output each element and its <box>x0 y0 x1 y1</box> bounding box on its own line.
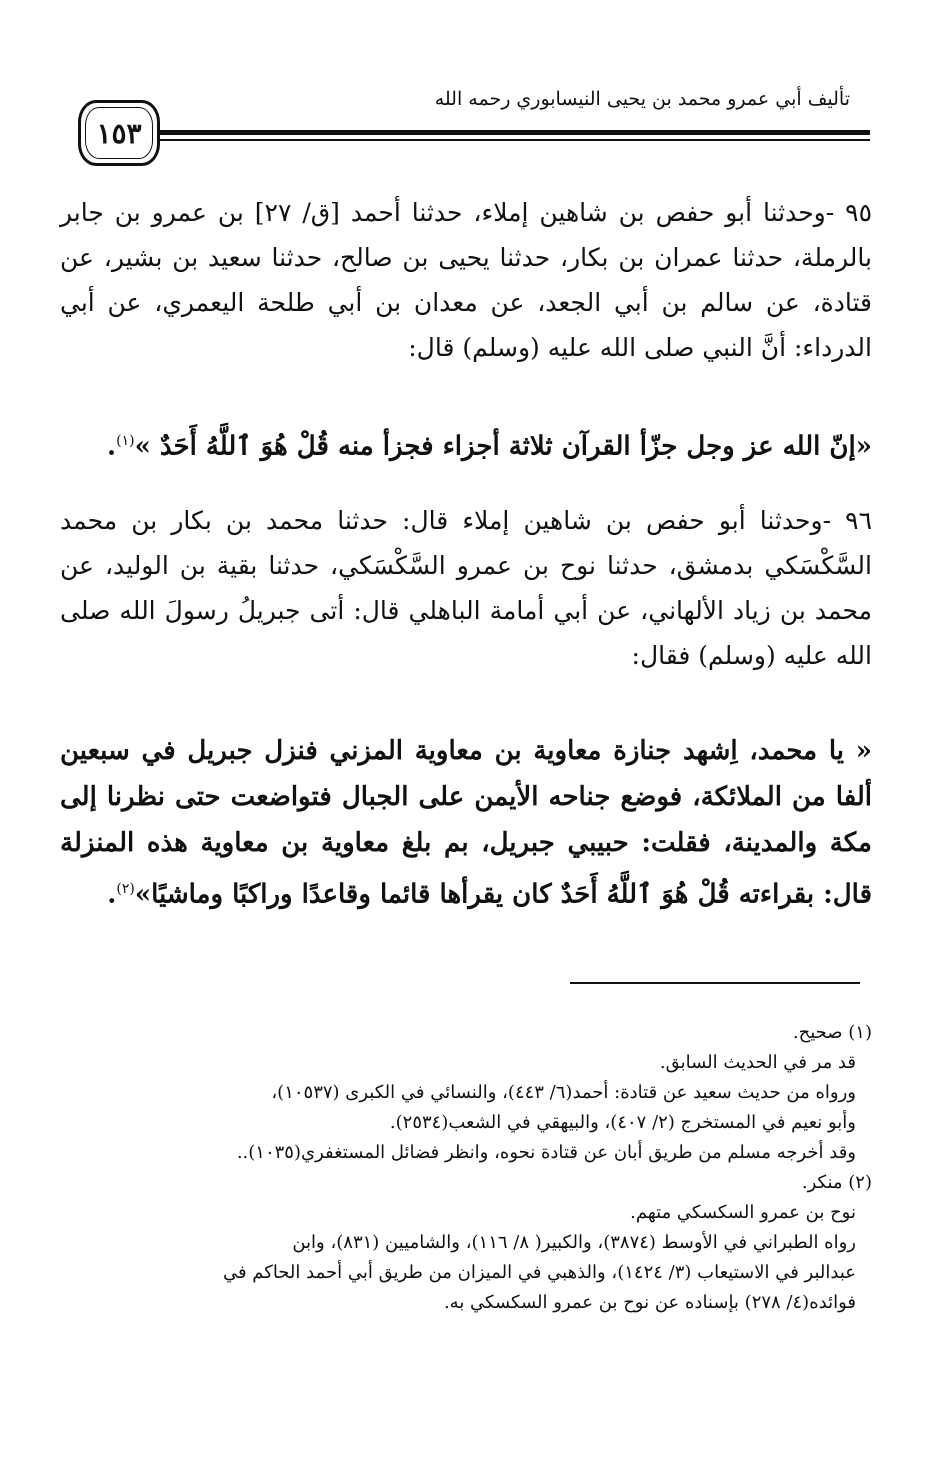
footnote-line: وقد أخرجه مسلم من طريق أبان عن قتادة نحوه، وانظر فضائل المستغفري(١٠٣٥).. <box>236 1142 856 1163</box>
hadith-96-matn: « يا محمد، اِشهد جنازة معاوية بن معاوية المزني فنزل جبريل في سبعين ألفا من الملائكة، فوضع جناحه الأيمن على الجبال فتواضعت حتى نظرنا إلى مكة والمدينة، فقلت: حبيبي جبريل، بم بلغ معاوية بن معاوية هذه المنزلة قال: بقراءته قُلْ هُوَ ٱللَّهُ أَحَدٌ كان يقرأها قائما وقاعدًا وراكبًا وماشيًا»$^{(٢)}$. <box>60 736 872 910</box>
header-rule-thin <box>152 139 870 141</box>
hadith-96-isnad: ٩٦ -وحدثنا أبو حفص بن شاهين إملاء قال: حدثنا محمد بن بكار بن محمد السَّكْسَكي بدمشق، حدثنا نوح بن عمرو السَّكْسَكي، حدثنا بقية بن الوليد، عن محمد بن زياد الألهاني، عن أبي أمامة الباهلي قال: أتى جبريلُ رسولَ الله صلى الله عليه (وسلم) فقال: <box>60 506 872 670</box>
page-header <box>70 80 870 160</box>
running-title: تأليف أبي عمرو محمد بن يحيى النيسابوري رحمه الله <box>434 88 850 110</box>
header-rule <box>152 130 870 135</box>
footnote-ref-1[interactable]: (١) <box>116 433 135 449</box>
footnote-line: وأبو نعيم في المستخرج (٢/ ٤٠٧)، والبيهقي في الشعب(٢٥٣٤). <box>389 1112 856 1133</box>
footnote-line: فوائده(٤/ ٢٧٨) بإسناده عن نوح بن عمرو السكسكي به. <box>443 1292 856 1313</box>
footnote-line: (٢) منكر. <box>801 1172 872 1193</box>
footnote-line: ورواه من حديث سعيد عن قتادة: أحمد(٦/ ٤٤٣)، والنسائي في الكبرى (١٠٥٣٧)، <box>271 1082 856 1103</box>
page-number: ١٥٣ <box>96 116 142 150</box>
footnote-line: رواه الطبراني في الأوسط (٣٨٧٤)، والكبير( ٨/ ١١٦)، والشاميين (٨٣١)، وابن <box>292 1232 856 1253</box>
footnote-ref-2[interactable]: (٢) <box>116 881 135 897</box>
footnote-line: (١) صحيح. <box>792 1022 872 1043</box>
footnote-separator <box>570 982 860 984</box>
hadith-95 <box>60 190 872 370</box>
footnote-line: قد مر في الحديث السابق. <box>659 1052 856 1073</box>
hadith-95-matn: «إنّ الله عز وجل جزّأ القرآن ثلاثة أجزاء فجزأ منه قُلْ هُوَ ٱللَّهُ أَحَدٌ »$^{(١)}$. <box>107 431 872 462</box>
footnotes <box>60 1018 872 1318</box>
hadith-96-quote: « يا محمد، اِشهد جنازة معاوية بن معاوية المزني فنزل جبريل في سبعين ألفا من الملائكة، فوضع جناحه الأيمن على الجبال فتواضعت حتى نظرنا إلى مكة والمدينة، فقلت: حبيبي جبريل، بم بلغ معاوية بن معاوية هذه المنزلة قال: بقراءته قُلْ هُوَ ٱللَّهُ أَحَدٌ كان يقرأها قائما وقاعدًا وراكبًا وماشيًا» <box>60 736 872 910</box>
footnote-line: عبدالبر في الاستيعاب (٣/ ١٤٢٤)، والذهبي في الميزان من طريق أبي أحمد الحاكم في <box>222 1262 856 1283</box>
hadith-96 <box>60 498 872 678</box>
footnote-line: نوح بن عمرو السكسكي متهم. <box>630 1202 856 1223</box>
page-number-frame <box>78 100 160 166</box>
hadith-95-isnad: ٩٥ -وحدثنا أبو حفص بن شاهين إملاء، حدثنا أحمد [ق/ ٢٧] بن عمرو بن جابر بالرملة، حدثنا عمران بن بكار، حدثنا يحيى بن صالح، حدثنا سعيد بن بشير، عن قتادة، عن سالم بن أبي الجعد، عن معدان بن أبي طلحة اليعمري، عن أبي الدرداء: أنَّ النبي صلى الله عليه (وسلم) قال: <box>60 198 872 362</box>
hadith-95-quote: «إنّ الله عز وجل جزّأ القرآن ثلاثة أجزاء فجزأ منه قُلْ هُوَ ٱللَّهُ أَحَدٌ » <box>134 431 872 462</box>
